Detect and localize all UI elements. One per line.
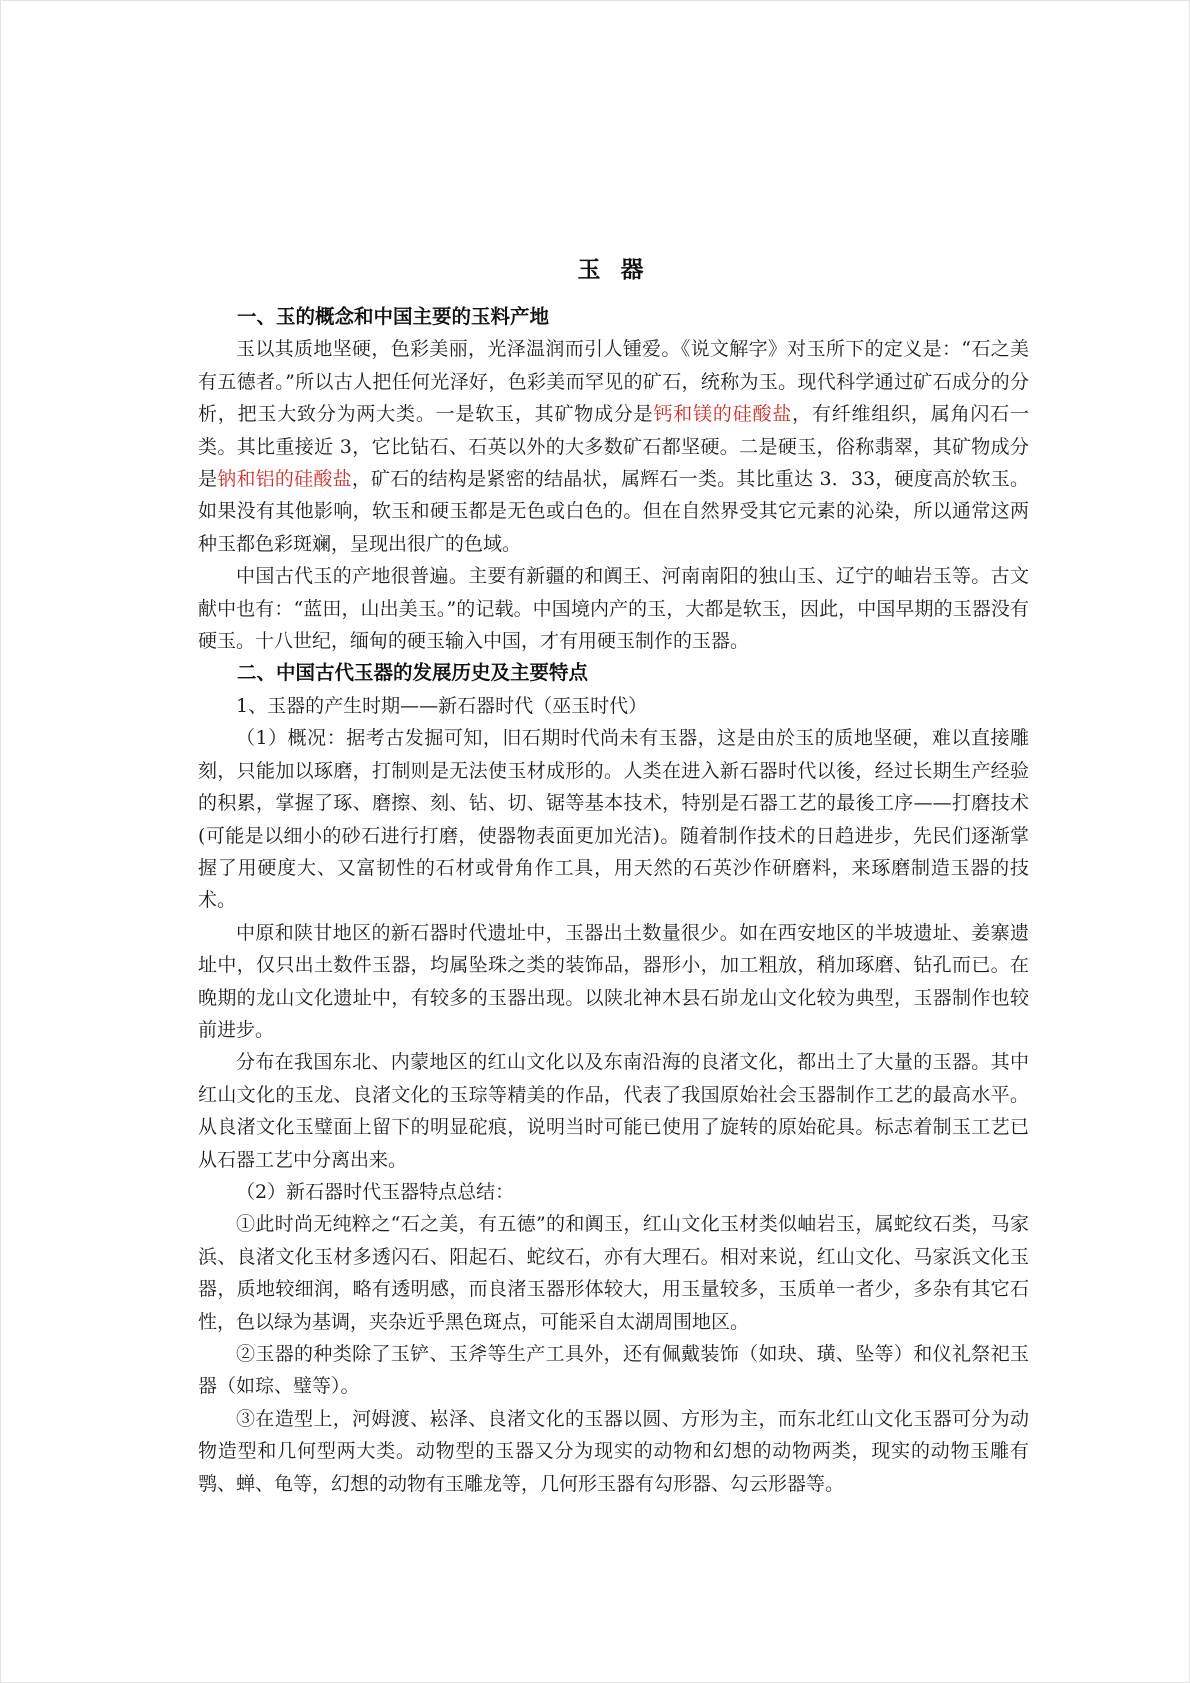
page-title: 玉 器 [577, 256, 650, 283]
paragraph-summary-point3: ③在造型上，河姆渡、崧泽、良渚文化的玉器以圆、方形为主，而东北红山文化玉器可分为动物造型和几何型两大类。动物型的玉器又分为现实的动物和幻想的动物两类，现实的动物玉雕有鹗、蝉、龟等，幻想的动物有玉雕龙等，几何形玉器有勾形器、勾云形器等。 [198, 1407, 1029, 1495]
paragraph-text: ，矿石的结构是紧密的结晶状，属辉石一类。其比重达 3．33，硬度高於软玉。如果没有其他影响，软玉和硬玉都是无色或白色的。但在自然界受其它元素的沁染，所以通常这两种玉都色彩斑斓，呈现出很广的色域。 [198, 468, 1029, 555]
section1-heading: 一、玉的概念和中国主要的玉料产地 [237, 305, 550, 328]
red-highlight-calcium-magnesium-silicate: 钙和镁的硅酸盐 [653, 403, 793, 426]
paragraph-jade-origins: 中国古代玉的产地很普遍。主要有新疆的和阗王、河南南阳的独山玉、辽宁的岫岩玉等。古文献中也有：“蓝田，山出美玉。”的记载。中国境内产的玉，大都是软玉，因此，中国早期的玉器没有硬玉。十八世纪，缅甸的硬玉输入中国，才有用硬玉制作的玉器。 [198, 565, 1029, 653]
document-body [198, 301, 1029, 1500]
paragraph-overview: （1）概况：据考古发掘可知，旧石期时代尚未有玉器，这是由於玉的质地坚硬，难以直接雕刻，只能加以琢磨，打制则是无法使玉材成形的。人类在进入新石器时代以後，经过长期生产经验的积累，掌握了琢、磨擦、刻、钻、切、锯等基本技术，特别是石器工艺的最後工序——打磨技术(可能是以细小的砂石进行打磨，使器物表面更加光洁)。随着制作技术的日趋进步，先民们逐渐掌握了用硬度大、又富韧性的石材或骨角作工具，用天然的石英沙作研磨料，来琢磨制造玉器的技术。 [198, 727, 1029, 912]
paragraph-summary-point1: ①此时尚无纯粹之“石之美，有五德”的和阗玉，红山文化玉材类似岫岩玉，属蛇纹石类，马家浜、良渚文化玉材多透闪石、阳起石、蛇纹石，亦有大理石。相对来说，红山文化、马家浜文化玉器，质地较细润，略有透明感，而良渚玉器形体较大，用玉量较多，玉质单一者少，多杂有其它石性，色以绿为基调，夹杂近乎黑色斑点，可能采自太湖周围地区。 [198, 1213, 1029, 1333]
red-highlight-sodium-aluminium-silicate: 钠和铝的硅酸盐 [217, 468, 352, 491]
paragraph-summary-point2: ②玉器的种类除了玉铲、玉斧等生产工具外，还有佩戴装饰（如玦、璜、坠等）和仪礼祭祀玉器（如琮、璧等）。 [198, 1343, 1029, 1398]
paragraph-central-plains-sites: 中原和陕甘地区的新石器时代遗址中，玉器出土数量很少。如在西安地区的半坡遗址、姜寨遗址中，仅只出土数件玉器，均属坠珠之类的装饰品，器形小，加工粗放，稍加琢磨、钻孔而已。在晚期的龙山文化遗址中，有较多的玉器出现。以陕北神木县石峁龙山文化较为典型，玉器制作也较前进步。 [198, 921, 1029, 1041]
subheading-neolithic-period: 1、玉器的产生时期——新石器时代（巫玉时代） [236, 694, 648, 717]
section2-heading: 二、中国古代玉器的发展历史及主要特点 [237, 661, 589, 685]
subheading-neolithic-summary: （2）新石器时代玉器特点总结： [236, 1180, 515, 1203]
paragraph-text: 玉以其质地坚硬，色彩美丽，光泽温润而引人锺爱。《说文解字》对玉所下的定义是：“石之美有五德者。”所以古人把任何光泽好，色彩美而罕见的矿石，统称为玉。现代科学通过矿石成分的分析，把玉大致分为两大类。一是软玉，其矿物成分是 [198, 338, 1029, 426]
paragraph-hongshan-liangzhu: 分布在我国东北、内蒙地区的红山文化以及东南沿海的良渚文化，都出土了大量的玉器。其中红山文化的玉龙、良渚文化的玉琮等精美的作品，代表了我国原始社会玉器制作工艺的最高水平。从良渚文化玉璧面上留下的明显砣痕，说明当时可能已使用了旋转的原始砣具。标志着制玉工艺已从石器工艺中分离出来。 [198, 1051, 1029, 1171]
paragraph-text: ，有纤维组织，属角闪石一类。其比重接近 3，它比钻石、石英以外的大多数矿石都坚硬。二是硬玉，俗称翡翠，其矿物成分是 [198, 403, 1029, 491]
paragraph-jade-definition [198, 333, 1029, 560]
